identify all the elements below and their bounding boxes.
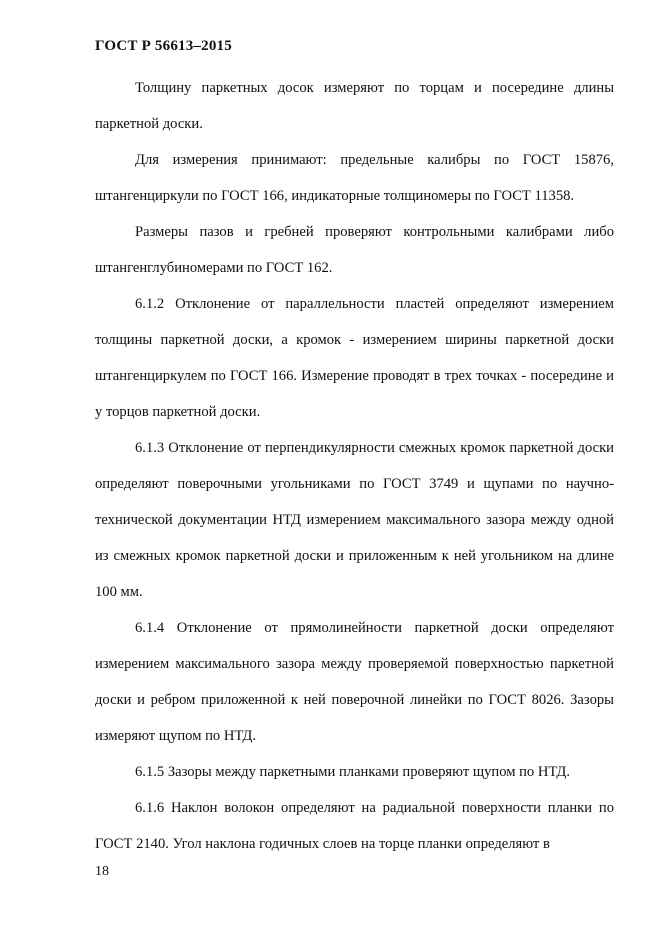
paragraph-6-1-3: 6.1.3 Отклонение от перпендикулярности смежных кромок паркетной доски определяют поверочными угольниками по ГОСТ 3749 и щупами по научно-технической документации НТД измерением максимального зазора между одной из смежных кромок паркетной доски и приложенным к ней угольником на длине 100 мм. [95, 440, 614, 600]
paragraph-measurement-tools: Для измерения принимают: предельные калибры по ГОСТ 15876, штангенциркули по ГОСТ 166, индикаторные толщиномеры по ГОСТ 11358. [95, 152, 614, 204]
paragraph-6-1-4: 6.1.4 Отклонение от прямолинейности паркетной доски определяют измерением максимального зазора между проверяемой поверхностью паркетной доски и ребром приложенной к ней поверочной линейки по ГОСТ 8026. Зазоры измеряют щупом по НТД. [95, 620, 614, 744]
page-number: 18 [95, 864, 109, 879]
paragraph-6-1-6: 6.1.6 Наклон волокон определяют на радиальной поверхности планки по ГОСТ 2140. Угол наклона годичных слоев на торце планки определяют в [95, 800, 614, 852]
document-header-title: ГОСТ Р 56613–2015 [95, 38, 232, 54]
document-body [95, 70, 614, 862]
paragraph-6-1-2: 6.1.2 Отклонение от параллельности пластей определяют измерением толщины паркетной доски, а кромок - измерением ширины паркетной доски штангенциркулем по ГОСТ 166. Измерение проводят в трех точках - посередине и у торцов паркетной доски. [95, 296, 614, 420]
paragraph-6-1-5: 6.1.5 Зазоры между паркетными планками проверяют щупом по НТД. [135, 764, 570, 780]
paragraph-thickness-measurement: Толщину паркетных досок измеряют по торцам и посередине длины паркетной доски. [95, 80, 614, 132]
paragraph-grooves-check: Размеры пазов и гребней проверяют контрольными калибрами либо штангенглубиномерами по ГОСТ 162. [95, 224, 614, 276]
